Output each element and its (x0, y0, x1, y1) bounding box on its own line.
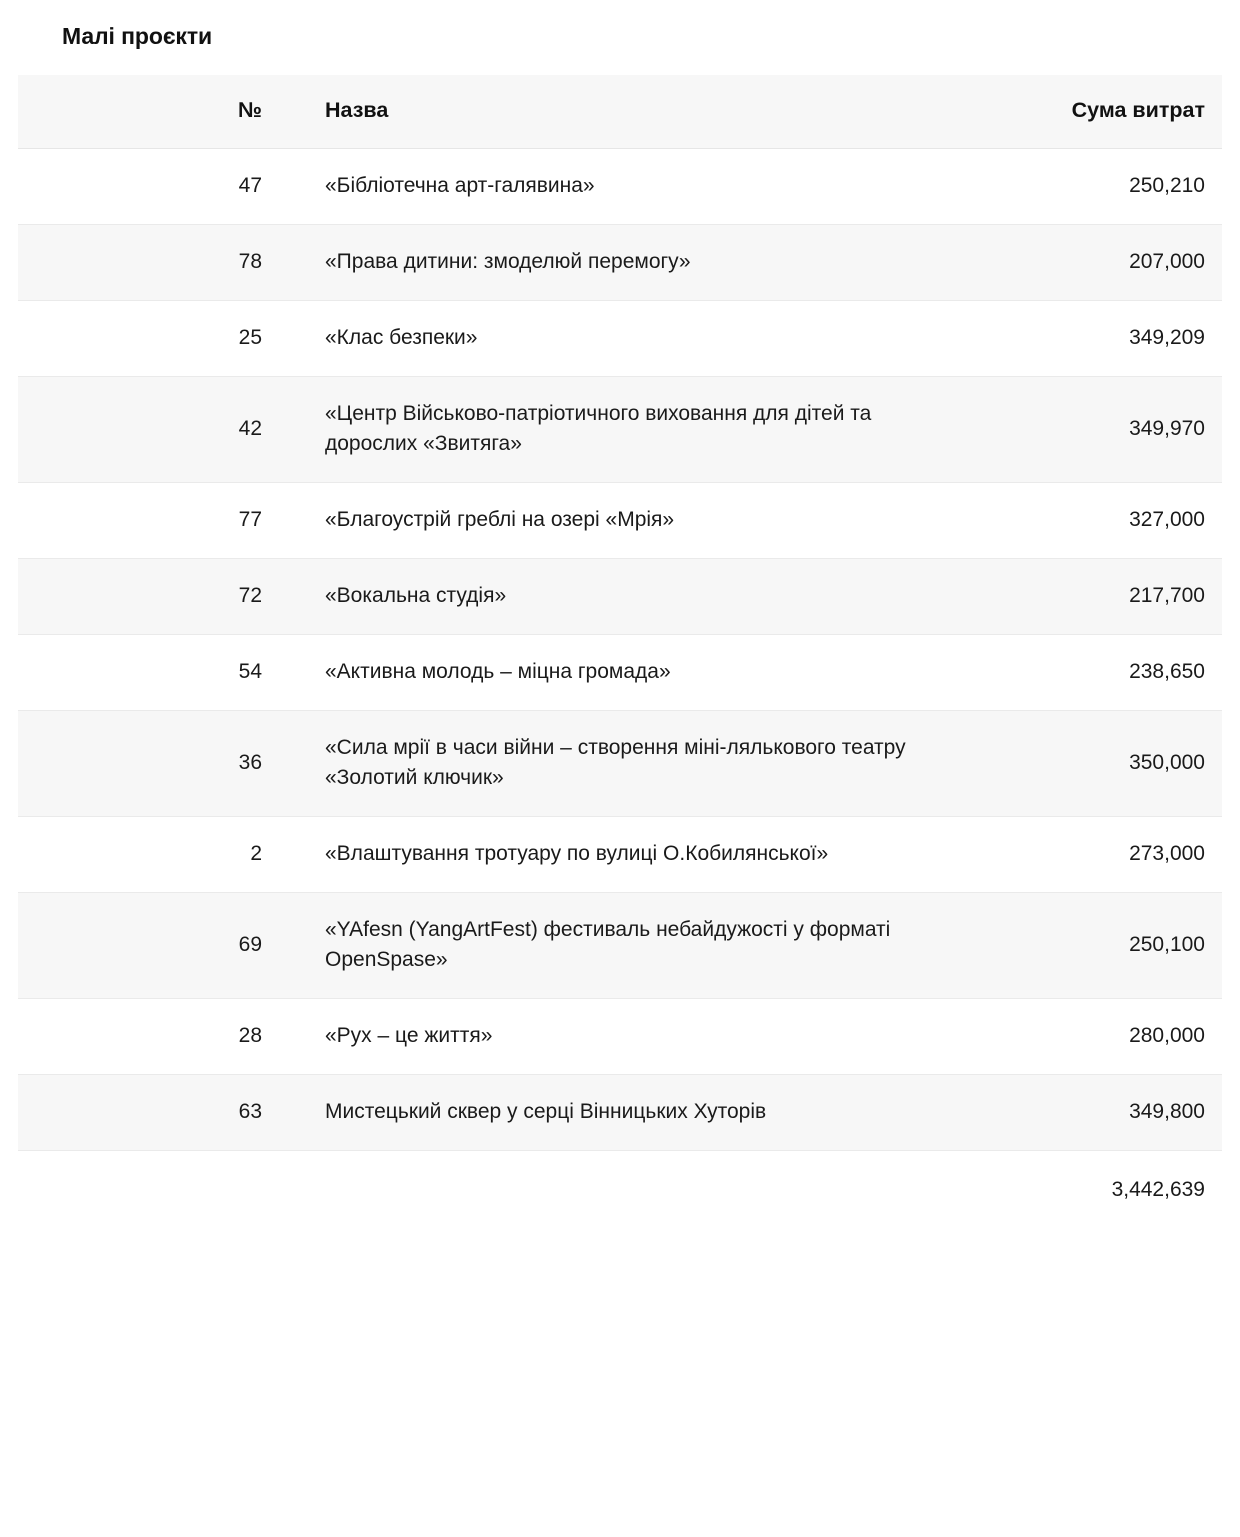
cell-sum: 349,800 (972, 1075, 1222, 1151)
total-row (18, 1151, 1222, 1227)
total-spacer (18, 1151, 190, 1227)
table-footer (18, 1151, 1222, 1227)
cell-name: «Сила мрії в часи війни – створення міні-лялькового театру «Золотий ключик» (262, 711, 972, 817)
cell-number: 47 (190, 148, 262, 224)
cell-sum: 273,000 (972, 817, 1222, 893)
cell-number: 2 (190, 817, 262, 893)
cell-number: 54 (190, 634, 262, 710)
row-spacer (18, 148, 190, 224)
cell-number: 36 (190, 711, 262, 817)
table-row[interactable] (18, 893, 1222, 999)
row-spacer (18, 558, 190, 634)
cell-number: 25 (190, 300, 262, 376)
column-header-number[interactable]: № (190, 75, 262, 148)
row-spacer (18, 893, 190, 999)
cell-sum: 238,650 (972, 634, 1222, 710)
row-spacer (18, 817, 190, 893)
table-body (18, 148, 1222, 1150)
cell-sum: 350,000 (972, 711, 1222, 817)
table-row[interactable] (18, 148, 1222, 224)
column-header-sum[interactable]: Сума витрат (972, 75, 1222, 148)
cell-number: 72 (190, 558, 262, 634)
total-number-spacer (190, 1151, 262, 1227)
table-row[interactable] (18, 300, 1222, 376)
table-header-row (18, 75, 1222, 148)
table-row[interactable] (18, 482, 1222, 558)
cell-name: «Центр Військово-патріотичного виховання для дітей та дорослих «Звитяга» (262, 376, 972, 482)
cell-sum: 349,209 (972, 300, 1222, 376)
table-row[interactable] (18, 224, 1222, 300)
cell-number: 28 (190, 999, 262, 1075)
table-row[interactable] (18, 376, 1222, 482)
projects-table-container (18, 75, 1222, 1226)
cell-number: 78 (190, 224, 262, 300)
page-title: Малі проєкти (62, 23, 213, 49)
row-spacer (18, 376, 190, 482)
cell-name: «Благоустрій греблі на озері «Мрія» (262, 482, 972, 558)
table-row[interactable] (18, 1075, 1222, 1151)
row-spacer (18, 999, 190, 1075)
projects-table (18, 75, 1222, 1226)
row-spacer (18, 634, 190, 710)
cell-sum: 349,970 (972, 376, 1222, 482)
column-header-name[interactable]: Назва (262, 75, 972, 148)
cell-sum: 207,000 (972, 224, 1222, 300)
cell-name: «Активна молодь – міцна громада» (262, 634, 972, 710)
cell-name: «Права дитини: змоделюй перемогу» (262, 224, 972, 300)
cell-sum: 250,210 (972, 148, 1222, 224)
table-row[interactable] (18, 711, 1222, 817)
cell-number: 63 (190, 1075, 262, 1151)
table-row[interactable] (18, 634, 1222, 710)
total-sum-value: 3,442,639 (1111, 1178, 1205, 1202)
table-row[interactable] (18, 558, 1222, 634)
table-header (18, 75, 1222, 148)
table-row[interactable] (18, 999, 1222, 1075)
cell-sum: 327,000 (972, 482, 1222, 558)
cell-name: «Вокальна студія» (262, 558, 972, 634)
cell-name: Мистецький сквер у серці Вінницьких Хуторів (262, 1075, 972, 1151)
cell-name: «Бібліотечна арт-галявина» (262, 148, 972, 224)
row-spacer (18, 300, 190, 376)
cell-sum: 280,000 (972, 999, 1222, 1075)
total-label-spacer (262, 1151, 972, 1227)
cell-sum: 217,700 (972, 558, 1222, 634)
row-spacer (18, 1075, 190, 1151)
cell-number: 69 (190, 893, 262, 999)
column-header-spacer (18, 75, 190, 148)
row-spacer (18, 224, 190, 300)
cell-number: 77 (190, 482, 262, 558)
cell-sum: 250,100 (972, 893, 1222, 999)
cell-number: 42 (190, 376, 262, 482)
cell-name: «Клас безпеки» (262, 300, 972, 376)
row-spacer (18, 482, 190, 558)
table-row[interactable] (18, 817, 1222, 893)
row-spacer (18, 711, 190, 817)
cell-name: «YAfesn (YangArtFest) фестиваль небайдужості у форматі OpenSpase» (262, 893, 972, 999)
cell-name: «Рух – це життя» (262, 999, 972, 1075)
cell-name: «Влаштування тротуару по вулиці О.Кобилянської» (262, 817, 972, 893)
